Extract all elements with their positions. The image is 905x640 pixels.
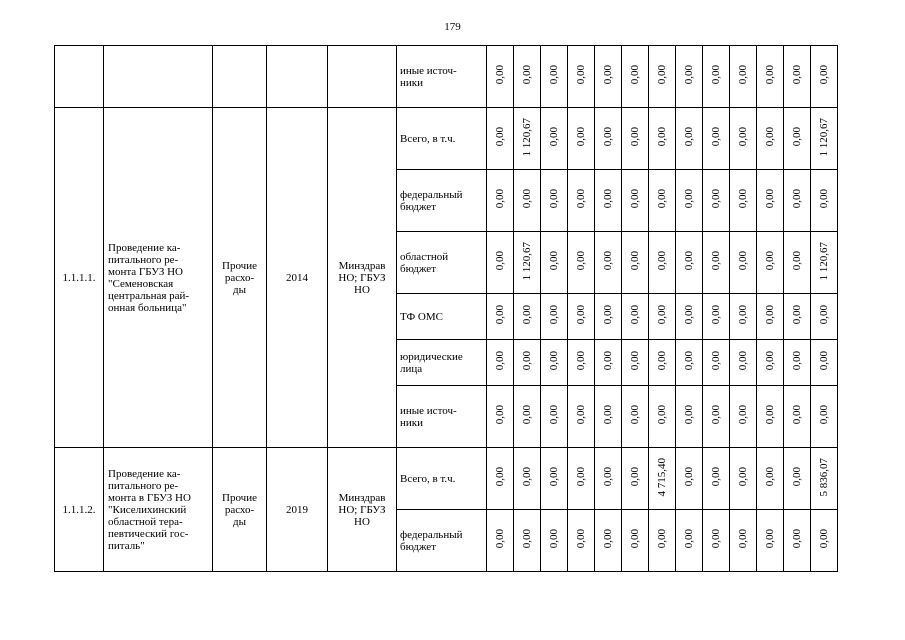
value-text: 0,00 [682, 351, 695, 371]
value-cell [757, 108, 784, 170]
value-cell [757, 46, 784, 108]
value-cell [541, 340, 568, 386]
value-cell [676, 294, 703, 340]
value-cell [514, 510, 541, 572]
value-cell [676, 448, 703, 510]
type-cell [213, 46, 267, 108]
value-text: 0,00 [709, 305, 722, 325]
value-cell [703, 294, 730, 340]
value-text: 0,00 [682, 189, 695, 209]
value-text: 0,00 [817, 405, 830, 425]
source-cell: федеральный бюджет [397, 510, 487, 572]
value-text: 0,00 [736, 127, 749, 147]
value-text: 0,00 [628, 65, 641, 85]
value-cell [757, 232, 784, 294]
table-row [55, 108, 838, 170]
value-cell [514, 294, 541, 340]
value-text: 0,00 [493, 189, 506, 209]
value-cell [703, 108, 730, 170]
value-text: 0,00 [628, 189, 641, 209]
source-cell: федеральный бюджет [397, 170, 487, 232]
value-cell [595, 46, 622, 108]
value-text: 1 120,67 [817, 117, 830, 157]
source-cell: юридические лица [397, 340, 487, 386]
value-cell [811, 294, 838, 340]
value-text: 0,00 [817, 65, 830, 85]
value-cell [568, 294, 595, 340]
value-cell [730, 340, 757, 386]
value-text: 0,00 [628, 405, 641, 425]
value-cell [703, 46, 730, 108]
value-text: 0,00 [655, 351, 668, 371]
value-cell [757, 340, 784, 386]
source-cell: Всего, в т.ч. [397, 448, 487, 510]
value-cell [622, 386, 649, 448]
value-text: 0,00 [574, 351, 587, 371]
value-cell [730, 46, 757, 108]
value-cell [568, 510, 595, 572]
value-text: 0,00 [520, 305, 533, 325]
executor-cell: Минздрав НО; ГБУЗ НО [328, 448, 397, 572]
value-text: 0,00 [736, 405, 749, 425]
value-cell [595, 170, 622, 232]
value-cell [730, 510, 757, 572]
value-cell [784, 108, 811, 170]
value-cell [649, 510, 676, 572]
value-cell [514, 46, 541, 108]
value-cell [703, 340, 730, 386]
value-cell [811, 170, 838, 232]
value-cell [595, 340, 622, 386]
value-text: 0,00 [790, 467, 803, 487]
source-cell: иные источ- ники [397, 46, 487, 108]
name-cell: Проведение ка- питального ре- монта ГБУЗ НО "Семеновская центральная рай- онная больница" [104, 108, 213, 448]
value-text: 0,00 [493, 405, 506, 425]
value-text: 5 836,07 [817, 457, 830, 497]
value-cell [541, 294, 568, 340]
value-cell [595, 386, 622, 448]
value-cell [811, 232, 838, 294]
value-cell [649, 448, 676, 510]
value-cell [622, 170, 649, 232]
value-text: 0,00 [574, 251, 587, 271]
value-text: 0,00 [601, 529, 614, 549]
value-text: 0,00 [628, 351, 641, 371]
value-cell [676, 46, 703, 108]
executor-cell [328, 46, 397, 108]
value-text: 0,00 [790, 351, 803, 371]
value-cell [595, 448, 622, 510]
page-number: 179 [444, 21, 461, 33]
value-text: 4 715,40 [655, 457, 668, 497]
value-text: 1 120,67 [520, 241, 533, 281]
value-text: 0,00 [574, 127, 587, 147]
value-text: 0,00 [601, 65, 614, 85]
value-cell [703, 448, 730, 510]
value-text: 0,00 [709, 405, 722, 425]
value-text: 0,00 [709, 351, 722, 371]
value-cell [730, 294, 757, 340]
value-text: 0,00 [520, 65, 533, 85]
value-text: 0,00 [817, 529, 830, 549]
value-text: 0,00 [655, 305, 668, 325]
value-cell [676, 386, 703, 448]
value-text: 0,00 [547, 65, 560, 85]
type-cell: Прочие расхо- ды [213, 448, 267, 572]
value-cell [784, 232, 811, 294]
value-cell [487, 294, 514, 340]
value-text: 0,00 [655, 405, 668, 425]
value-text: 0,00 [655, 251, 668, 271]
value-text: 0,00 [628, 529, 641, 549]
value-cell [811, 386, 838, 448]
value-text: 0,00 [601, 351, 614, 371]
value-text: 0,00 [817, 189, 830, 209]
value-text: 0,00 [574, 189, 587, 209]
value-text: 0,00 [574, 305, 587, 325]
value-cell [487, 46, 514, 108]
source-cell: Всего, в т.ч. [397, 108, 487, 170]
value-text: 0,00 [547, 305, 560, 325]
code-cell: 1.1.1.2. [55, 448, 104, 572]
value-cell [487, 510, 514, 572]
value-cell [784, 510, 811, 572]
value-text: 0,00 [682, 529, 695, 549]
value-cell [541, 386, 568, 448]
value-cell [649, 294, 676, 340]
value-text: 0,00 [547, 351, 560, 371]
code-cell: 1.1.1.1. [55, 108, 104, 448]
value-cell [541, 232, 568, 294]
value-text: 0,00 [547, 189, 560, 209]
value-cell [784, 340, 811, 386]
value-cell [541, 108, 568, 170]
value-text: 1 120,67 [520, 117, 533, 157]
value-text: 0,00 [493, 529, 506, 549]
value-cell [649, 232, 676, 294]
value-cell [622, 46, 649, 108]
value-text: 0,00 [736, 65, 749, 85]
value-text: 0,00 [763, 251, 776, 271]
value-text: 0,00 [601, 467, 614, 487]
value-text: 0,00 [520, 529, 533, 549]
value-text: 0,00 [655, 189, 668, 209]
value-text: 0,00 [493, 467, 506, 487]
value-cell [649, 108, 676, 170]
value-text: 0,00 [493, 351, 506, 371]
value-cell [514, 386, 541, 448]
value-cell [568, 108, 595, 170]
value-text: 0,00 [601, 189, 614, 209]
value-cell [730, 232, 757, 294]
value-text: 0,00 [547, 127, 560, 147]
value-cell [568, 46, 595, 108]
value-text: 0,00 [574, 65, 587, 85]
executor-cell: Минздрав НО; ГБУЗ НО [328, 108, 397, 448]
value-text: 0,00 [763, 467, 776, 487]
value-cell [811, 46, 838, 108]
value-text: 0,00 [547, 467, 560, 487]
value-text: 0,00 [763, 127, 776, 147]
value-cell [595, 294, 622, 340]
value-text: 0,00 [574, 467, 587, 487]
value-text: 0,00 [709, 189, 722, 209]
value-cell [541, 448, 568, 510]
value-cell [514, 108, 541, 170]
value-text: 0,00 [520, 189, 533, 209]
value-text: 0,00 [493, 305, 506, 325]
value-cell [487, 340, 514, 386]
value-cell [676, 232, 703, 294]
value-text: 0,00 [520, 467, 533, 487]
value-cell [622, 340, 649, 386]
value-text: 0,00 [763, 351, 776, 371]
value-cell [730, 108, 757, 170]
value-text: 0,00 [763, 65, 776, 85]
value-text: 0,00 [682, 251, 695, 271]
value-cell [784, 46, 811, 108]
value-cell [541, 170, 568, 232]
source-cell: областной бюджет [397, 232, 487, 294]
value-text: 0,00 [493, 65, 506, 85]
value-text: 0,00 [817, 305, 830, 325]
value-cell [676, 108, 703, 170]
value-text: 0,00 [709, 65, 722, 85]
value-text: 0,00 [736, 529, 749, 549]
value-cell [514, 448, 541, 510]
value-text: 0,00 [790, 127, 803, 147]
value-cell [514, 340, 541, 386]
value-text: 0,00 [736, 351, 749, 371]
year-cell: 2019 [267, 448, 328, 572]
value-cell [676, 170, 703, 232]
value-cell [622, 294, 649, 340]
value-text: 0,00 [709, 529, 722, 549]
value-cell [622, 232, 649, 294]
value-text: 0,00 [817, 351, 830, 371]
value-cell [757, 170, 784, 232]
value-text: 0,00 [628, 127, 641, 147]
value-cell [649, 340, 676, 386]
value-text: 0,00 [520, 405, 533, 425]
value-text: 0,00 [682, 127, 695, 147]
value-cell [568, 340, 595, 386]
value-cell [595, 510, 622, 572]
value-text: 0,00 [763, 305, 776, 325]
value-cell [568, 170, 595, 232]
table-row [55, 46, 838, 108]
value-text: 0,00 [655, 127, 668, 147]
value-text: 0,00 [763, 405, 776, 425]
value-text: 0,00 [709, 467, 722, 487]
value-text: 0,00 [763, 189, 776, 209]
budget-table [54, 45, 838, 572]
value-cell [703, 170, 730, 232]
value-cell [811, 108, 838, 170]
value-cell [730, 448, 757, 510]
type-cell: Прочие расхо- ды [213, 108, 267, 448]
value-cell [541, 510, 568, 572]
value-cell [487, 386, 514, 448]
value-text: 0,00 [682, 467, 695, 487]
value-text: 0,00 [682, 305, 695, 325]
value-cell [622, 448, 649, 510]
value-text: 0,00 [574, 405, 587, 425]
value-text: 0,00 [628, 467, 641, 487]
value-text: 0,00 [655, 529, 668, 549]
value-cell [649, 170, 676, 232]
value-cell [730, 386, 757, 448]
value-cell [622, 108, 649, 170]
value-text: 0,00 [682, 405, 695, 425]
source-cell: ТФ ОМС [397, 294, 487, 340]
value-cell [811, 448, 838, 510]
value-text: 1 120,67 [817, 241, 830, 281]
value-text: 0,00 [547, 251, 560, 271]
value-cell [730, 170, 757, 232]
value-cell [595, 108, 622, 170]
value-cell [649, 386, 676, 448]
value-cell [811, 510, 838, 572]
value-text: 0,00 [601, 305, 614, 325]
value-text: 0,00 [601, 405, 614, 425]
value-text: 0,00 [790, 65, 803, 85]
value-cell [568, 232, 595, 294]
value-cell [757, 510, 784, 572]
source-cell: иные источ- ники [397, 386, 487, 448]
value-cell [514, 232, 541, 294]
value-text: 0,00 [736, 251, 749, 271]
value-cell [487, 108, 514, 170]
value-cell [649, 46, 676, 108]
value-cell [487, 232, 514, 294]
value-text: 0,00 [628, 305, 641, 325]
value-text: 0,00 [547, 529, 560, 549]
value-cell [784, 294, 811, 340]
value-text: 0,00 [628, 251, 641, 271]
code-cell [55, 46, 104, 108]
value-text: 0,00 [790, 305, 803, 325]
value-text: 0,00 [547, 405, 560, 425]
value-text: 0,00 [655, 65, 668, 85]
value-cell [757, 386, 784, 448]
value-text: 0,00 [763, 529, 776, 549]
value-text: 0,00 [709, 127, 722, 147]
value-cell [811, 340, 838, 386]
value-text: 0,00 [736, 305, 749, 325]
value-text: 0,00 [574, 529, 587, 549]
name-cell [104, 46, 213, 108]
value-cell [676, 340, 703, 386]
value-cell [703, 386, 730, 448]
value-cell [487, 448, 514, 510]
value-text: 0,00 [790, 251, 803, 271]
value-cell [757, 294, 784, 340]
value-cell [676, 510, 703, 572]
value-cell [703, 510, 730, 572]
year-cell [267, 46, 328, 108]
value-text: 0,00 [790, 189, 803, 209]
value-text: 0,00 [493, 127, 506, 147]
value-cell [568, 448, 595, 510]
value-text: 0,00 [682, 65, 695, 85]
value-text: 0,00 [601, 251, 614, 271]
value-text: 0,00 [601, 127, 614, 147]
value-cell [622, 510, 649, 572]
value-cell [784, 448, 811, 510]
value-text: 0,00 [790, 405, 803, 425]
value-cell [541, 46, 568, 108]
table-row [55, 448, 838, 510]
value-text: 0,00 [493, 251, 506, 271]
value-text: 0,00 [736, 189, 749, 209]
value-cell [703, 232, 730, 294]
value-text: 0,00 [736, 467, 749, 487]
value-cell [757, 448, 784, 510]
value-cell [514, 170, 541, 232]
value-cell [784, 170, 811, 232]
value-cell [595, 232, 622, 294]
value-text: 0,00 [790, 529, 803, 549]
value-cell [784, 386, 811, 448]
value-text: 0,00 [709, 251, 722, 271]
year-cell: 2014 [267, 108, 328, 448]
value-text: 0,00 [520, 351, 533, 371]
value-cell [487, 170, 514, 232]
value-cell [568, 386, 595, 448]
name-cell: Проведение ка- питального ре- монта в ГБУЗ НО "Киселихинский областной тера- певтический гос- питаль" [104, 448, 213, 572]
